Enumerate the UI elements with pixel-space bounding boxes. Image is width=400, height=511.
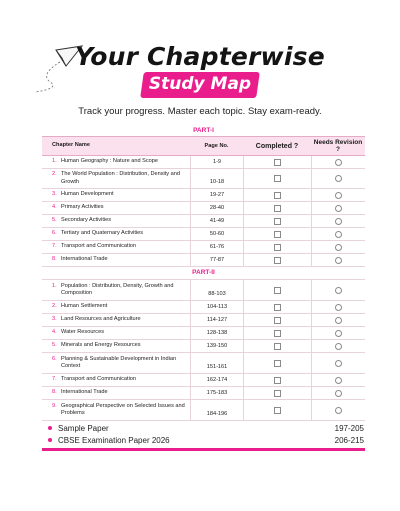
table-row <box>42 254 365 267</box>
chapter-number: 4. <box>52 329 57 336</box>
revision-cell <box>311 340 365 352</box>
chapter-number: 2. <box>52 171 57 177</box>
chapter-number: 1. <box>52 282 57 289</box>
chapter-cell <box>42 230 190 238</box>
chapter-cell <box>42 283 190 298</box>
revision-cell <box>311 353 365 373</box>
chapter-name: Water Resources <box>61 329 105 336</box>
page-range: 1-9 <box>190 156 243 168</box>
page-range: 128-138 <box>190 327 243 339</box>
page-range: 114-127 <box>190 314 243 326</box>
chapter-name: Planning & Sustainable Development in Indian Context <box>61 355 177 369</box>
completed-cell <box>243 254 311 266</box>
completed-cell <box>243 400 311 420</box>
chapter-name: Geographical Perspective on Selected Issues and Problems <box>61 402 185 416</box>
table-row <box>42 374 365 387</box>
completed-checkbox[interactable] <box>274 205 281 212</box>
page-range: 61-76 <box>190 241 243 253</box>
part-2-rows <box>42 279 365 421</box>
table-row <box>42 400 365 421</box>
completed-cell <box>243 280 311 300</box>
completed-checkbox[interactable] <box>274 390 281 397</box>
completed-cell <box>243 156 311 168</box>
chapter-number: 4. <box>52 204 57 211</box>
revision-cell <box>311 215 365 227</box>
page-range: 175-183 <box>190 387 243 399</box>
completed-checkbox[interactable] <box>274 218 281 225</box>
chapter-cell <box>42 356 190 371</box>
completed-checkbox[interactable] <box>274 343 281 350</box>
page-range: 10-18 <box>190 169 243 188</box>
chapter-name: Human Development <box>61 191 114 198</box>
chapter-cell <box>42 329 190 337</box>
revision-radio[interactable] <box>335 304 342 311</box>
revision-radio[interactable] <box>335 343 342 350</box>
table-row <box>42 202 365 215</box>
table-row <box>42 169 365 189</box>
revision-cell <box>311 189 365 201</box>
table-row <box>42 387 365 400</box>
footer-divider <box>42 448 365 451</box>
page-range: 77-87 <box>190 254 243 266</box>
completed-cell <box>243 301 311 313</box>
completed-cell <box>243 241 311 253</box>
revision-cell <box>311 374 365 386</box>
chapter-name: The World Population : Distribution, Density and Growth <box>61 171 180 185</box>
revision-radio[interactable] <box>335 218 342 225</box>
completed-checkbox[interactable] <box>274 257 281 264</box>
revision-cell <box>311 254 365 266</box>
chapter-name: Transport and Communication <box>61 376 137 383</box>
page-title: Your Chapterwise <box>75 42 325 71</box>
table-row <box>42 301 365 314</box>
chapter-number: 8. <box>52 389 57 396</box>
page-range: 41-49 <box>190 215 243 227</box>
page-range: 50-60 <box>190 228 243 240</box>
chapter-number: 3. <box>52 191 57 198</box>
chapter-cell <box>42 217 190 225</box>
footer-item-label: Sample Paper <box>58 423 109 433</box>
completed-checkbox[interactable] <box>274 317 281 324</box>
revision-radio[interactable] <box>335 257 342 264</box>
revision-radio[interactable] <box>335 287 342 294</box>
chapter-name: Land Resources and Agriculture <box>61 316 141 323</box>
footer-item <box>48 422 364 434</box>
completed-cell <box>243 374 311 386</box>
completed-cell <box>243 314 311 326</box>
chapter-cell <box>42 243 190 251</box>
chapter-number: 2. <box>52 303 57 310</box>
page-range: 104-113 <box>190 301 243 313</box>
page-subtitle: Track your progress. Master each topic. Stay exam-ready. <box>78 106 322 117</box>
completed-checkbox[interactable] <box>274 407 281 414</box>
revision-cell <box>311 280 365 300</box>
col-chapter-name: Chapter Name <box>52 142 90 149</box>
chapter-cell <box>42 389 190 397</box>
revision-radio[interactable] <box>335 159 342 166</box>
chapter-name: Population : Distribution, Density, Growth and Composition <box>61 282 174 296</box>
page-range: 139-150 <box>190 340 243 352</box>
chapter-cell <box>42 204 190 212</box>
footer-item-label: CBSE Examination Paper 2026 <box>58 435 170 445</box>
chapter-cell <box>42 256 190 264</box>
revision-cell <box>311 202 365 214</box>
part-1-label: PART-I <box>193 127 214 134</box>
chapter-number: 6. <box>52 355 57 362</box>
chapter-number: 6. <box>52 230 57 237</box>
page-range: 28-40 <box>190 202 243 214</box>
table-row <box>42 156 365 169</box>
chapter-number: 5. <box>52 217 57 224</box>
chapter-name: Human Settlement <box>61 303 108 310</box>
table-row <box>42 241 365 254</box>
completed-checkbox[interactable] <box>274 192 281 199</box>
table-row <box>42 353 365 374</box>
page-range: 19-27 <box>190 189 243 201</box>
footer-item <box>48 434 364 446</box>
revision-radio[interactable] <box>335 407 342 414</box>
chapter-cell <box>42 376 190 384</box>
completed-cell <box>243 340 311 352</box>
revision-radio[interactable] <box>335 175 342 182</box>
revision-radio[interactable] <box>335 377 342 384</box>
chapter-name: Primary Activities <box>61 204 104 211</box>
revision-radio[interactable] <box>335 205 342 212</box>
revision-radio[interactable] <box>335 192 342 199</box>
completed-checkbox[interactable] <box>274 287 281 294</box>
page-range: 151-161 <box>190 353 243 373</box>
chapter-cell <box>42 171 190 186</box>
col-needs-revision: Needs Revision ? <box>313 138 363 153</box>
revision-cell <box>311 400 365 420</box>
completed-cell <box>243 353 311 373</box>
chapter-name: Tertiary and Quaternary Activities <box>61 230 144 237</box>
chapter-number: 8. <box>52 256 57 263</box>
chapter-number: 7. <box>52 376 57 383</box>
page-range: 184-196 <box>190 400 243 420</box>
revision-cell <box>311 228 365 240</box>
title-badge-text: Study Map <box>148 74 252 94</box>
completed-cell <box>243 189 311 201</box>
footer-item-pages: 197-205 <box>334 423 364 433</box>
chapter-number: 1. <box>52 158 57 165</box>
table-row <box>42 327 365 340</box>
bullet-icon <box>48 438 52 442</box>
completed-checkbox[interactable] <box>274 159 281 166</box>
completed-checkbox[interactable] <box>274 360 281 367</box>
table-header <box>42 136 365 156</box>
chapter-name: International Trade <box>61 256 108 263</box>
completed-cell <box>243 215 311 227</box>
revision-radio[interactable] <box>335 317 342 324</box>
col-completed: Completed ? <box>255 142 299 150</box>
revision-cell <box>311 241 365 253</box>
chapter-name: Minerals and Energy Resources <box>61 342 141 349</box>
page-range: 162-174 <box>190 374 243 386</box>
completed-checkbox[interactable] <box>274 330 281 337</box>
table-row <box>42 280 365 301</box>
revision-cell <box>311 169 365 188</box>
study-map-table <box>42 126 365 421</box>
completed-cell <box>243 387 311 399</box>
revision-cell <box>311 314 365 326</box>
completed-checkbox[interactable] <box>274 231 281 238</box>
table-row <box>42 314 365 327</box>
revision-cell <box>311 387 365 399</box>
completed-cell <box>243 228 311 240</box>
chapter-number: 9. <box>52 402 57 409</box>
revision-cell <box>311 156 365 168</box>
page-range: 88-103 <box>190 280 243 300</box>
completed-checkbox[interactable] <box>274 175 281 182</box>
completed-checkbox[interactable] <box>274 304 281 311</box>
revision-cell <box>311 301 365 313</box>
revision-cell <box>311 327 365 339</box>
completed-cell <box>243 202 311 214</box>
table-row <box>42 340 365 353</box>
completed-cell <box>243 169 311 188</box>
completed-checkbox[interactable] <box>274 377 281 384</box>
part-2-label: PART-II <box>192 269 215 276</box>
revision-radio[interactable] <box>335 390 342 397</box>
chapter-name: International Trade <box>61 389 108 396</box>
chapter-name: Human Geography : Nature and Scope <box>61 158 159 165</box>
col-page-no: Page No. <box>204 143 229 149</box>
revision-radio[interactable] <box>335 231 342 238</box>
chapter-cell <box>42 342 190 350</box>
table-row <box>42 189 365 202</box>
chapter-cell <box>42 158 190 166</box>
extra-papers <box>48 422 364 446</box>
table-row <box>42 228 365 241</box>
bullet-icon <box>48 426 52 430</box>
chapter-number: 3. <box>52 316 57 323</box>
chapter-number: 5. <box>52 342 57 349</box>
part-1-rows <box>42 156 365 267</box>
table-row <box>42 215 365 228</box>
completed-checkbox[interactable] <box>274 244 281 251</box>
chapter-cell <box>42 316 190 324</box>
chapter-number: 7. <box>52 243 57 250</box>
revision-radio[interactable] <box>335 330 342 337</box>
revision-radio[interactable] <box>335 360 342 367</box>
chapter-name: Secondary Activities <box>61 217 112 224</box>
chapter-name: Transport and Communication <box>61 243 137 250</box>
revision-radio[interactable] <box>335 244 342 251</box>
completed-cell <box>243 327 311 339</box>
chapter-cell <box>42 403 190 418</box>
chapter-cell <box>42 303 190 311</box>
footer-item-pages: 206-215 <box>334 435 364 445</box>
chapter-cell <box>42 191 190 199</box>
